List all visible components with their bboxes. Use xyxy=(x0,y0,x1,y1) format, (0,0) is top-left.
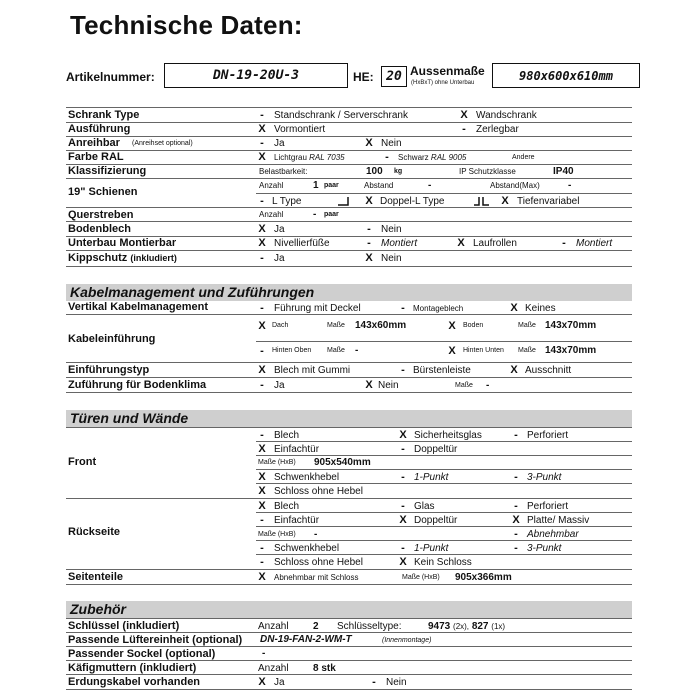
bodenklima-opt-1: Ja xyxy=(274,380,285,391)
kipp-opt-2: Nein xyxy=(381,253,402,264)
abstand-label: Abstand xyxy=(364,181,394,190)
section-tueren: Türen und Wände xyxy=(66,410,632,427)
front-p3: 3-Punkt xyxy=(527,472,562,483)
schrank-type-label: Schrank Type xyxy=(68,109,140,121)
anreihbar-check-1[interactable]: - xyxy=(260,137,264,149)
querstreben-anzahl-label: Anzahl xyxy=(259,210,284,219)
dach-check[interactable]: X xyxy=(258,320,266,332)
tiefen-label: Tiefenvariabel xyxy=(517,196,580,207)
front-p1: 1-Punkt xyxy=(414,472,449,483)
schrank-type-check-1[interactable]: - xyxy=(260,109,264,121)
front-blech-check[interactable]: - xyxy=(260,429,264,441)
rueck-kein-check[interactable]: X xyxy=(399,556,407,568)
rueck-einfach: Einfachtür xyxy=(274,515,320,526)
front-label: Front xyxy=(68,456,97,468)
klass-label: Klassifizierung xyxy=(68,165,147,177)
front-schwenk-check[interactable]: X xyxy=(258,471,266,483)
load-unit: kg xyxy=(394,168,403,175)
seiten-label: Seitenteile xyxy=(68,571,124,583)
schienen-anzahl-unit: paar xyxy=(324,182,339,189)
front-sicher-check[interactable]: X xyxy=(399,429,407,441)
boden-label: Boden xyxy=(463,322,484,329)
page-title: Technische Daten: xyxy=(70,10,303,40)
ausfuehrung-opt-2: Zerlegbar xyxy=(476,124,519,135)
rueck-perf-check[interactable]: - xyxy=(514,500,518,512)
bodenklima-label: Zuführung für Bodenklima xyxy=(68,379,207,391)
tiefen-check[interactable]: X xyxy=(501,195,509,207)
schrank-type-check-2[interactable]: X xyxy=(460,109,468,121)
sockel-label: Passender Sockel (optional) xyxy=(68,648,216,660)
hinten-unten-check[interactable]: X xyxy=(448,345,456,357)
unterbau-opt-2m: Montiert xyxy=(576,238,613,249)
abstand-max-value: - xyxy=(568,180,572,191)
vertikal-check-1[interactable]: - xyxy=(260,302,264,314)
hinten-oben-value: - xyxy=(355,345,359,356)
kipp-check-2[interactable]: X xyxy=(365,252,373,264)
hinten-unten-masse: Maße xyxy=(518,347,536,354)
luefter-note: (Innenmontage) xyxy=(382,637,432,644)
einfuehrung-label: Kabeleinführung xyxy=(68,333,156,345)
bodenklima-check-1[interactable]: - xyxy=(260,379,264,391)
luefter-label: Passende Lüftereinheit (optional) xyxy=(68,634,243,646)
front-sicher: Sicherheitsglas xyxy=(414,430,482,441)
front-schloss-check[interactable]: X xyxy=(258,485,266,497)
schluessel-type-label: Schlüsseltype: xyxy=(337,621,402,632)
dach-value: 143x60mm xyxy=(355,320,407,331)
unterbau-opt-1m: Montiert xyxy=(381,238,418,249)
front-doppel: Doppeltür xyxy=(414,444,458,455)
farbe-opt-2: Schwarz RAL 9005 xyxy=(398,153,467,162)
hinten-oben-label: Hinten Oben xyxy=(272,347,312,354)
front-perf-check[interactable]: - xyxy=(514,429,518,441)
schrank-type-opt-1: Standschrank / Serverschrank xyxy=(274,110,408,121)
doppel-l-label: Doppel-L Type xyxy=(380,196,445,207)
schrank-type-opt-2: Wandschrank xyxy=(476,110,537,121)
bodenblech-opt-1: Ja xyxy=(274,224,285,235)
article-label: Artikelnummer: xyxy=(66,70,155,84)
schluessel-anzahl-value: 2 xyxy=(313,621,319,632)
front-einfach: Einfachtür xyxy=(274,444,320,455)
doppel-l-icon xyxy=(474,197,490,206)
kipp-label: Kippschutz (inkludiert) xyxy=(68,252,177,264)
he-label: HE: xyxy=(353,70,374,84)
sockel-value: - xyxy=(262,648,266,659)
ausfuehrung-check-1[interactable]: X xyxy=(258,123,266,135)
rueck-schwenk-check[interactable]: - xyxy=(260,542,264,554)
erdung-check-2[interactable]: - xyxy=(372,676,376,688)
erdung-check-1[interactable]: X xyxy=(258,676,266,688)
dach-masse: Maße xyxy=(327,322,345,329)
vertikal-opt-1: Führung mit Deckel xyxy=(274,303,361,314)
l-type-check[interactable]: - xyxy=(260,195,264,207)
hinten-oben-masse: Maße xyxy=(327,347,345,354)
kaefig-label: Käfigmuttern (inkludiert) xyxy=(68,662,197,674)
bodenblech-label: Bodenblech xyxy=(68,223,131,235)
boden-value: 143x70mm xyxy=(545,320,597,331)
kaefig-anzahl-label: Anzahl xyxy=(258,663,289,674)
schienen-label: 19" Schienen xyxy=(68,186,138,198)
rueck-schloss: Schloss ohne Hebel xyxy=(274,557,363,568)
ausfuehrung-label: Ausführung xyxy=(68,123,131,135)
rueck-kein: Kein Schloss xyxy=(414,557,472,568)
front-p1-check[interactable]: - xyxy=(401,471,405,483)
hinten-unten-label: Hinten Unten xyxy=(463,347,504,354)
schienen-anzahl-value: 1 xyxy=(313,180,319,191)
schienen-anzahl-label: Anzahl xyxy=(259,181,284,190)
bodenblech-check-1[interactable]: X xyxy=(258,223,266,235)
rueck-glas-check[interactable]: - xyxy=(401,500,405,512)
front-schloss: Schloss ohne Hebel xyxy=(274,486,363,497)
unterbau-opt-2: Laufrollen xyxy=(473,238,517,249)
rueck-schwenk: Schwenkhebel xyxy=(274,543,340,554)
unterbau-check-1[interactable]: X xyxy=(258,237,266,249)
typ-label: Einführungstyp xyxy=(68,364,150,376)
anreihbar-note: (Anreihset optional) xyxy=(132,140,193,147)
abstand-value: - xyxy=(428,180,432,191)
l-type-label: L Type xyxy=(272,196,302,207)
vertikal-opt-2: Montageblech xyxy=(413,304,464,313)
front-doppel-check[interactable]: - xyxy=(401,443,405,455)
rueck-label: Rückseite xyxy=(68,526,120,538)
rueck-doppel: Doppeltür xyxy=(414,515,458,526)
unterbau-check-2[interactable]: X xyxy=(457,237,465,249)
bodenblech-check-2[interactable]: - xyxy=(367,223,371,235)
front-blech: Blech xyxy=(274,430,300,441)
rueck-glas: Glas xyxy=(414,501,435,512)
hinten-oben-check[interactable]: - xyxy=(260,345,264,357)
rueck-masse: Maße (HxB) xyxy=(258,531,296,538)
anreihbar-opt-2: Nein xyxy=(381,138,402,149)
rueck-abnehm: Abnehmbar xyxy=(527,529,579,540)
rueck-doppel-check[interactable]: X xyxy=(399,514,407,526)
outer-sub: (HxBxT) ohne Unterbau xyxy=(411,80,475,86)
ausfuehrung-opt-1: Vormontiert xyxy=(274,124,326,135)
typ-check-1[interactable]: X xyxy=(258,364,266,376)
l-type-icon xyxy=(338,197,350,206)
bodenklima-check-2[interactable]: X xyxy=(365,379,373,391)
farbe-check-2[interactable]: - xyxy=(385,151,389,163)
section-kabel: Kabelmanagement und Zuführungen xyxy=(66,284,632,301)
kipp-check-1[interactable]: - xyxy=(260,252,264,264)
kaefig-value: 8 stk xyxy=(313,663,336,674)
unterbau-check-2m[interactable]: - xyxy=(562,237,566,249)
rueck-schloss-check[interactable]: - xyxy=(260,556,264,568)
schluessel-anzahl-label: Anzahl xyxy=(258,621,289,632)
seiten-check[interactable]: X xyxy=(258,571,266,583)
vertikal-check-3[interactable]: X xyxy=(510,302,518,314)
outer-value: 980x600x610mm xyxy=(492,63,640,88)
erdung-opt-2: Nein xyxy=(386,677,407,688)
farbe-label: Farbe RAL xyxy=(68,151,124,163)
bodenblech-opt-2: Nein xyxy=(381,224,402,235)
ip-label: IP Schutzklasse xyxy=(459,167,516,176)
seiten-opt: Abnehmbar mit Schloss xyxy=(274,573,359,582)
anreihbar-label: Anreihbar xyxy=(68,137,120,149)
load-label: Belastbarkeit: xyxy=(259,167,308,176)
load-value: 100 xyxy=(366,166,383,177)
ip-value: IP40 xyxy=(553,166,574,177)
ausfuehrung-check-2[interactable]: - xyxy=(462,123,466,135)
front-schwenk: Schwenkhebel xyxy=(274,472,340,483)
rueck-p1-check[interactable]: - xyxy=(401,542,405,554)
luefter-value: DN-19-FAN-2-WM-T xyxy=(260,634,352,645)
seiten-value: 905x366mm xyxy=(455,572,512,583)
querstreben-label: Querstreben xyxy=(68,209,134,221)
boden-check[interactable]: X xyxy=(448,320,456,332)
typ-check-3[interactable]: X xyxy=(510,364,518,376)
farbe-check-1[interactable]: X xyxy=(258,151,266,163)
farbe-opt-3[interactable]: Andere xyxy=(512,154,535,161)
anreihbar-check-2[interactable]: X xyxy=(365,137,373,149)
rueck-perf: Perforiert xyxy=(527,501,569,512)
erdung-opt-1: Ja xyxy=(274,677,285,688)
vertikal-check-2[interactable]: - xyxy=(401,302,405,314)
anreihbar-opt-1: Ja xyxy=(274,138,285,149)
abstand-max-label: Abstand(Max) xyxy=(490,181,540,190)
typ-opt-1: Blech mit Gummi xyxy=(274,365,351,376)
rueck-platte-check[interactable]: X xyxy=(512,514,520,526)
hinten-unten-value: 143x70mm xyxy=(545,345,597,356)
front-perf: Perforiert xyxy=(527,430,569,441)
farbe-opt-1: Lichtgrau RAL 7035 xyxy=(274,153,345,162)
unterbau-check-1m[interactable]: - xyxy=(367,237,371,249)
front-einfach-check[interactable]: X xyxy=(258,443,266,455)
rueck-platte: Platte/ Massiv xyxy=(527,515,590,526)
front-masse: Maße (HxB) xyxy=(258,459,296,466)
kipp-opt-1: Ja xyxy=(274,253,285,264)
seiten-masse: Maße (HxB) xyxy=(402,574,440,581)
unterbau-label: Unterbau Montierbar xyxy=(68,237,177,249)
he-value: 20 xyxy=(381,66,407,87)
bodenklima-value: - xyxy=(486,380,490,391)
rueck-blech: Blech xyxy=(274,501,300,512)
article-value: DN-19-20U-3 xyxy=(164,63,348,88)
schluessel-type-value: 9473 (2x), 827 (1x) xyxy=(428,621,506,632)
erdung-label: Erdungskabel vorhanden xyxy=(68,676,201,688)
rueck-einfach-check[interactable]: - xyxy=(260,514,264,526)
typ-opt-2: Bürstenleiste xyxy=(413,365,471,376)
rueck-p3-check[interactable]: - xyxy=(514,542,518,554)
querstreben-anzahl-unit: paar xyxy=(324,211,339,218)
vertikal-label: Vertikal Kabelmanagement xyxy=(68,301,209,313)
boden-masse: Maße xyxy=(518,322,536,329)
rueck-abnehm-check[interactable]: - xyxy=(514,528,518,540)
rueck-blech-check[interactable]: X xyxy=(258,500,266,512)
typ-check-2[interactable]: - xyxy=(401,364,405,376)
outer-label: Aussenmaße xyxy=(410,64,485,78)
bodenklima-opt-2: Nein xyxy=(378,380,399,391)
dach-label: Dach xyxy=(272,322,289,329)
schluessel-label: Schlüssel (inkludiert) xyxy=(68,620,180,632)
rueck-p1: 1-Punkt xyxy=(414,543,449,554)
rueck-masse-value: - xyxy=(314,529,318,540)
querstreben-anzahl-value: - xyxy=(313,209,317,220)
vertikal-opt-3: Keines xyxy=(525,303,556,314)
front-p3-check[interactable]: - xyxy=(514,471,518,483)
typ-opt-3: Ausschnitt xyxy=(525,365,572,376)
doppel-l-check[interactable]: X xyxy=(365,195,373,207)
bodenklima-masse: Maße xyxy=(455,382,473,389)
section-zubehoer: Zubehör xyxy=(66,601,632,618)
rueck-p3: 3-Punkt xyxy=(527,543,562,554)
front-masse-value: 905x540mm xyxy=(314,457,371,468)
unterbau-opt-1: Nivellierfüße xyxy=(274,238,330,249)
